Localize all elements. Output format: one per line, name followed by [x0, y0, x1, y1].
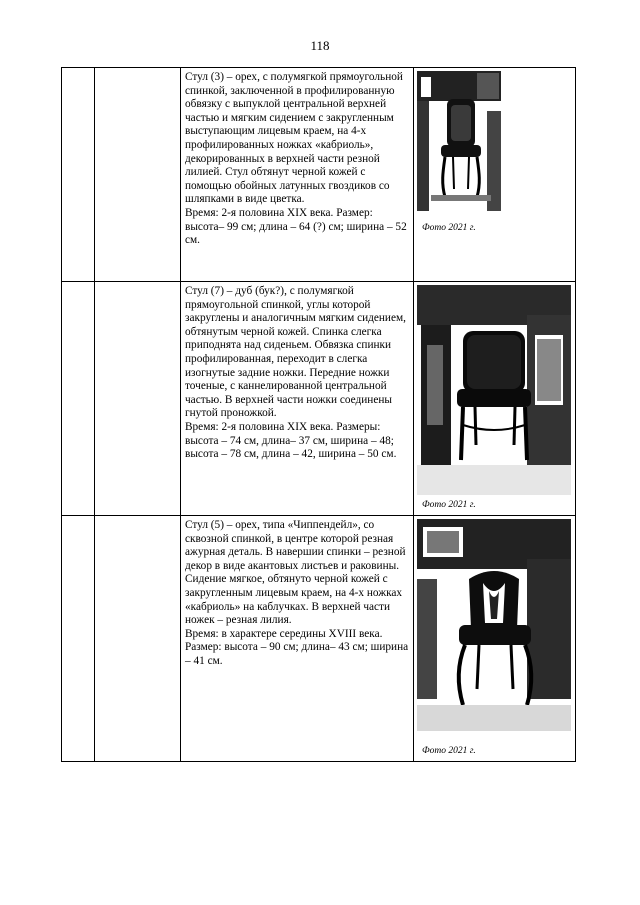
chair-photo	[417, 519, 571, 731]
photo-caption: Фото 2021 г.	[422, 223, 476, 233]
chair-description: Стул (7) – дуб (бук?), с полумягкой прямоугольной спинкой, углы которой закруглены и аналогичным мягким сидением, обтянутым черной кожей. Спинка слегка приподнята над сиденьем. Обвязка спинки профилированная, переходит в слегка изогнутые задние ножки. Передние ножки точеные, с каннелированной центральной частью. В верхней части ножки соединены гнутой проножкой. Время: 2-я половина XIX века. Размеры: высота – 74 см, длина– 37 см, ширина – 48; высота – 78 см, длина – 42, ширина – 50 см.	[185, 285, 406, 461]
page-number: 118	[310, 38, 330, 53]
number-cell	[62, 68, 95, 282]
chair-photo	[417, 71, 501, 211]
description-cell	[181, 282, 414, 516]
name-cell	[95, 282, 181, 516]
chair-description: Стул (3) – орех, с полумягкой прямоугольной спинкой, заключенной в профилированную обвязку с выпуклой центральной верхней частью и мягким сидением с закругленным выступающим лицевым краем, на 4-х профилированных ножках «кабриоль», декорированных в верхней части резной лилией. Стул обтянут черной кожей с помощью обойных латунных гвоздиков со шляпками в виде цветка. Время: 2-я половина XIX века. Размер: высота– 99 см; длина – 64 (?) см; ширина – 52 см.	[185, 71, 407, 247]
photo-caption: Фото 2021 г.	[422, 746, 476, 756]
table-row	[62, 282, 576, 516]
number-cell	[62, 516, 95, 762]
photo-cell	[414, 68, 576, 282]
description-cell	[181, 68, 414, 282]
description-cell	[181, 516, 414, 762]
photo-cell	[414, 516, 576, 762]
table-row	[62, 516, 576, 762]
inventory-table	[61, 67, 576, 762]
number-cell	[62, 282, 95, 516]
chair-description: Стул (5) – орех, типа «Чиппендейл», со сквозной спинкой, в центре которой резная ажурная деталь. В навершии спинки – резной декор в виде акантовых листьев и раковины. Сидение мягкое, обтянуто черной кожей с закругленным лицевым краем, на 4-х ножках «кабриоль» на каблучках. В верхней части ножек – резная лилия. Время: в характере середины XVIII века. Размер: высота – 90 см; длина– 43 см; ширина – 41 см.	[185, 519, 409, 667]
name-cell	[95, 516, 181, 762]
table-row	[62, 68, 576, 282]
photo-cell	[414, 282, 576, 516]
chair-photo	[417, 285, 571, 495]
name-cell	[95, 68, 181, 282]
photo-caption: Фото 2021 г.	[422, 500, 476, 510]
